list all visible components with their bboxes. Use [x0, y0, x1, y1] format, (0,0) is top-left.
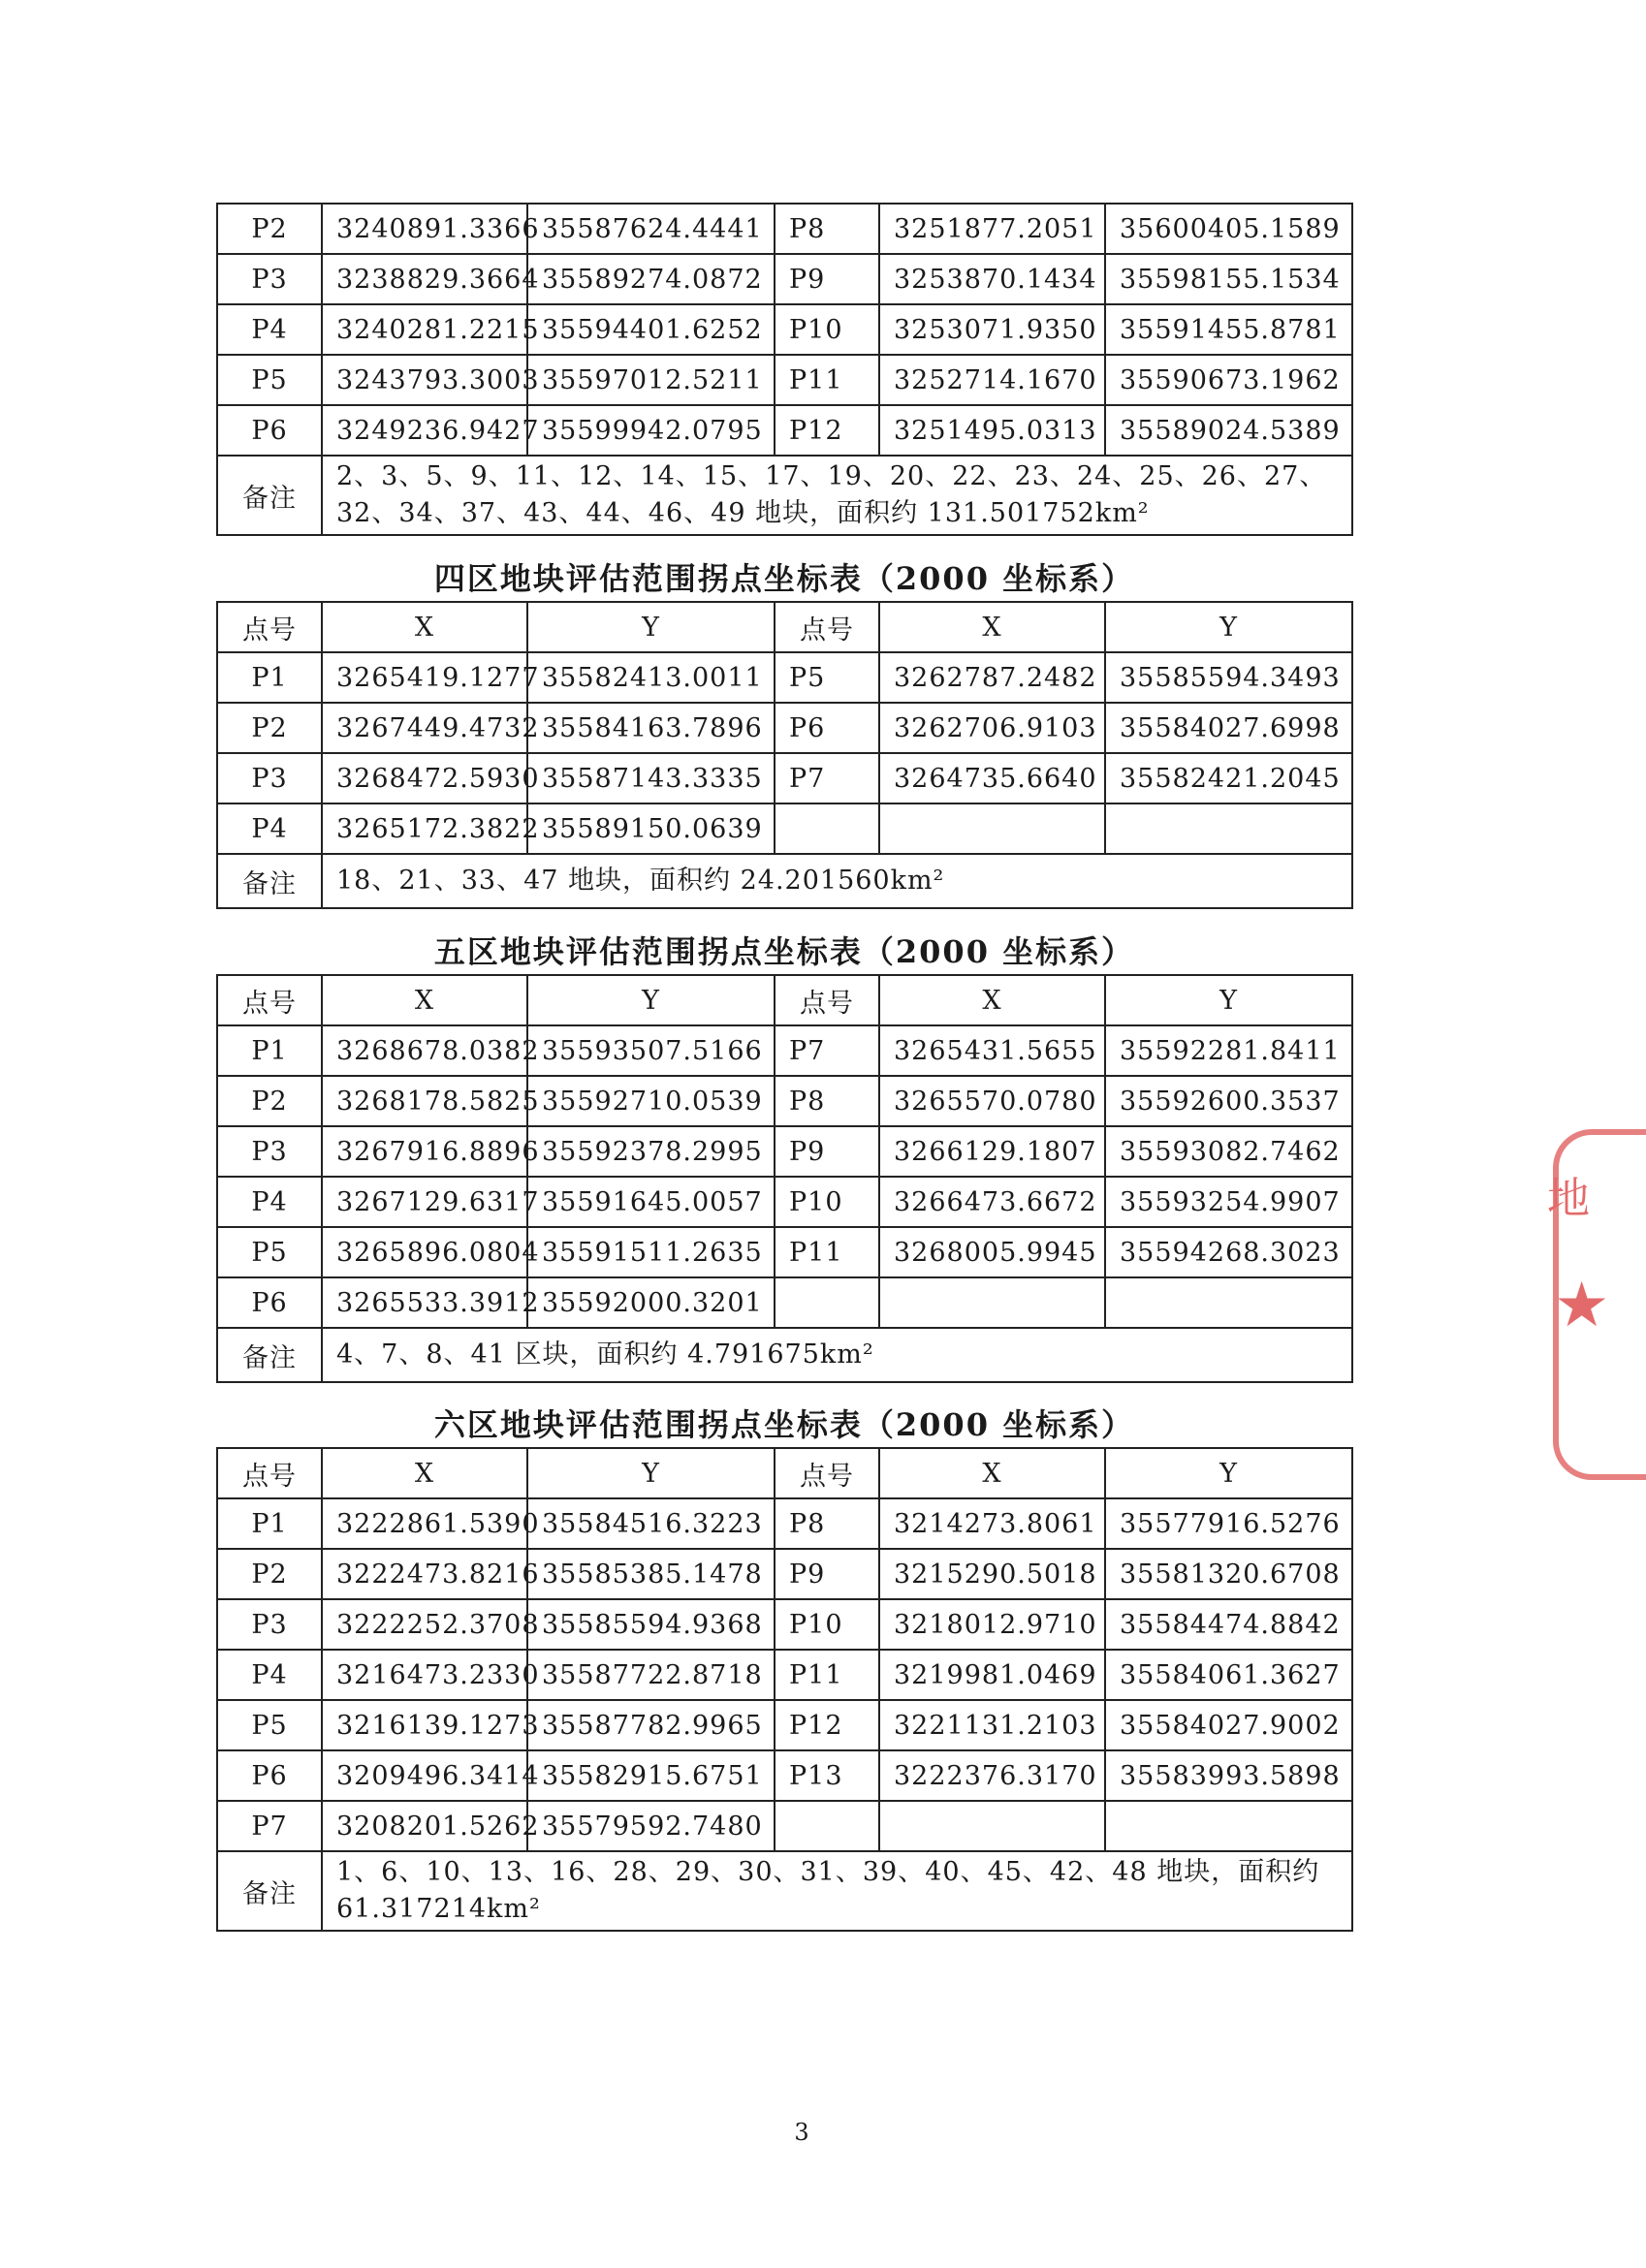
point-id-cell: P2 — [217, 1549, 322, 1599]
x-coordinate-cell: 3249236.9427 — [322, 405, 527, 456]
x-coordinate-cell: 3243793.3003 — [322, 355, 527, 405]
note-row — [217, 854, 1352, 908]
point-id-cell: P2 — [217, 703, 322, 753]
x-coordinate-cell: 3253870.1434 — [879, 254, 1105, 304]
y-coordinate-cell: 35581320.6708 — [1105, 1549, 1352, 1599]
x-coordinate-cell: 3267129.6317 — [322, 1177, 527, 1227]
point-id-cell: P9 — [775, 254, 879, 304]
column-header: 点号 — [217, 975, 322, 1025]
point-id-cell: P1 — [217, 652, 322, 703]
point-id-cell: P5 — [217, 1227, 322, 1277]
column-header: X — [322, 975, 527, 1025]
point-id-cell: P7 — [217, 1801, 322, 1851]
x-coordinate-cell: 3222252.3708 — [322, 1599, 527, 1650]
y-coordinate-cell: 35593254.9907 — [1105, 1177, 1352, 1227]
zone4-coordinate-table — [216, 601, 1353, 909]
point-id-cell: P10 — [775, 1177, 879, 1227]
point-id-cell: P7 — [775, 753, 879, 803]
point-id-cell: P3 — [217, 254, 322, 304]
column-header: 点号 — [217, 602, 322, 652]
point-id-cell: P1 — [217, 1025, 322, 1076]
x-coordinate-cell: 3238829.3664 — [322, 254, 527, 304]
table-row — [217, 355, 1352, 405]
column-header: 点号 — [775, 1448, 879, 1498]
y-coordinate-cell: 35591455.8781 — [1105, 304, 1352, 355]
x-coordinate-cell: 3222861.5390 — [322, 1498, 527, 1549]
y-coordinate-cell: 35585594.3493 — [1105, 652, 1352, 703]
note-text: 1、6、10、13、16、28、29、30、31、39、40、45、42、48 地块，面积约 61.317214km² — [322, 1851, 1352, 1931]
table-row — [217, 1650, 1352, 1700]
y-coordinate-cell: 35589274.0872 — [527, 254, 775, 304]
table-header-row — [217, 975, 1352, 1025]
point-id-cell: P5 — [217, 355, 322, 405]
column-header: Y — [527, 602, 775, 652]
page-number: 3 — [794, 2119, 809, 2146]
x-coordinate-cell: 3240281.2215 — [322, 304, 527, 355]
table-row — [217, 1801, 1352, 1851]
point-id-cell: P4 — [217, 1650, 322, 1700]
x-coordinate-cell: 3208201.5262 — [322, 1801, 527, 1851]
column-header: X — [879, 602, 1105, 652]
y-coordinate-cell: 35579592.7480 — [527, 1801, 775, 1851]
x-coordinate-cell: 3267916.8896 — [322, 1126, 527, 1177]
x-coordinate-cell: 3268472.5930 — [322, 753, 527, 803]
point-id-cell: P8 — [775, 1076, 879, 1126]
column-header: X — [879, 1448, 1105, 1498]
point-id-cell: P6 — [775, 703, 879, 753]
column-header: Y — [1105, 975, 1352, 1025]
y-coordinate-cell: 35597012.5211 — [527, 355, 775, 405]
point-id-cell: P6 — [217, 1750, 322, 1801]
point-id-cell: P12 — [775, 405, 879, 456]
x-coordinate-cell: 3265419.1277 — [322, 652, 527, 703]
zone4-table-caption: 四区地块评估范围拐点坐标表（2000 坐标系） — [433, 560, 1135, 597]
y-coordinate-cell — [1105, 803, 1352, 854]
y-coordinate-cell: 35593507.5166 — [527, 1025, 775, 1076]
y-coordinate-cell: 35589024.5389 — [1105, 405, 1352, 456]
y-coordinate-cell: 35593082.7462 — [1105, 1126, 1352, 1177]
y-coordinate-cell: 35585594.9368 — [527, 1599, 775, 1650]
y-coordinate-cell: 35582413.0011 — [527, 652, 775, 703]
y-coordinate-cell: 35592710.0539 — [527, 1076, 775, 1126]
table-row — [217, 1227, 1352, 1277]
y-coordinate-cell: 35600405.1589 — [1105, 204, 1352, 254]
point-id-cell: P13 — [775, 1750, 879, 1801]
x-coordinate-cell: 3222376.3170 — [879, 1750, 1105, 1801]
column-header: Y — [1105, 602, 1352, 652]
point-id-cell: P8 — [775, 204, 879, 254]
point-id-cell: P3 — [217, 753, 322, 803]
x-coordinate-cell: 3209496.3414 — [322, 1750, 527, 1801]
note-label: 备注 — [217, 1851, 322, 1931]
y-coordinate-cell: 35587722.8718 — [527, 1650, 775, 1700]
point-id-cell: P4 — [217, 304, 322, 355]
column-header: Y — [527, 975, 775, 1025]
note-label: 备注 — [217, 456, 322, 535]
x-coordinate-cell: 3219981.0469 — [879, 1650, 1105, 1700]
y-coordinate-cell: 35592000.3201 — [527, 1277, 775, 1328]
point-id-cell — [775, 1801, 879, 1851]
point-id-cell: P6 — [217, 405, 322, 456]
x-coordinate-cell: 3267449.4732 — [322, 703, 527, 753]
y-coordinate-cell: 35584516.3223 — [527, 1498, 775, 1549]
y-coordinate-cell: 35584163.7896 — [527, 703, 775, 753]
x-coordinate-cell: 3253071.9350 — [879, 304, 1105, 355]
table-row — [217, 1700, 1352, 1750]
table-row — [217, 1177, 1352, 1227]
x-coordinate-cell: 3268178.5825 — [322, 1076, 527, 1126]
table-row — [217, 652, 1352, 703]
x-coordinate-cell: 3265896.0804 — [322, 1227, 527, 1277]
point-id-cell: P9 — [775, 1126, 879, 1177]
y-coordinate-cell: 35591645.0057 — [527, 1177, 775, 1227]
y-coordinate-cell: 35584474.8842 — [1105, 1599, 1352, 1650]
point-id-cell: P2 — [217, 1076, 322, 1126]
table-row — [217, 1498, 1352, 1549]
y-coordinate-cell: 35587624.4441 — [527, 204, 775, 254]
y-coordinate-cell: 35598155.1534 — [1105, 254, 1352, 304]
y-coordinate-cell: 35582421.2045 — [1105, 753, 1352, 803]
x-coordinate-cell: 3264735.6640 — [879, 753, 1105, 803]
y-coordinate-cell — [1105, 1801, 1352, 1851]
table-row — [217, 1126, 1352, 1177]
zone6-coordinate-table — [216, 1447, 1353, 1932]
note-label: 备注 — [217, 854, 322, 908]
x-coordinate-cell: 3262706.9103 — [879, 703, 1105, 753]
zone3-coordinate-table — [216, 203, 1353, 536]
x-coordinate-cell — [879, 1801, 1105, 1851]
note-text: 2、3、5、9、11、12、14、15、17、19、20、22、23、24、25、26、27、32、34、37、43、44、46、49 地块，面积约 131.501752km² — [322, 456, 1352, 535]
column-header: X — [879, 975, 1105, 1025]
zone6-table-caption: 六区地块评估范围拐点坐标表（2000 坐标系） — [433, 1406, 1135, 1443]
note-text: 4、7、8、41 区块，面积约 4.791675km² — [322, 1328, 1352, 1382]
table-row — [217, 1549, 1352, 1599]
column-header: 点号 — [775, 602, 879, 652]
table-row — [217, 1277, 1352, 1328]
point-id-cell: P11 — [775, 1227, 879, 1277]
note-label: 备注 — [217, 1328, 322, 1382]
point-id-cell: P5 — [775, 652, 879, 703]
x-coordinate-cell: 3265533.3912 — [322, 1277, 527, 1328]
note-row — [217, 1328, 1352, 1382]
x-coordinate-cell: 3222473.8216 — [322, 1549, 527, 1599]
table-row — [217, 405, 1352, 456]
table-row — [217, 803, 1352, 854]
table-row — [217, 753, 1352, 803]
point-id-cell: P11 — [775, 1650, 879, 1700]
table-header-row — [217, 602, 1352, 652]
note-row — [217, 1851, 1352, 1931]
point-id-cell — [775, 803, 879, 854]
y-coordinate-cell: 35594401.6252 — [527, 304, 775, 355]
point-id-cell: P4 — [217, 1177, 322, 1227]
y-coordinate-cell: 35587782.9965 — [527, 1700, 775, 1750]
x-coordinate-cell: 3216473.2330 — [322, 1650, 527, 1700]
point-id-cell: P10 — [775, 304, 879, 355]
x-coordinate-cell — [879, 803, 1105, 854]
y-coordinate-cell: 35584027.6998 — [1105, 703, 1352, 753]
point-id-cell: P8 — [775, 1498, 879, 1549]
column-header: X — [322, 602, 527, 652]
note-row — [217, 456, 1352, 535]
x-coordinate-cell: 3266473.6672 — [879, 1177, 1105, 1227]
x-coordinate-cell: 3266129.1807 — [879, 1126, 1105, 1177]
zone5-table-caption: 五区地块评估范围拐点坐标表（2000 坐标系） — [433, 933, 1135, 970]
y-coordinate-cell: 35594268.3023 — [1105, 1227, 1352, 1277]
point-id-cell: P7 — [775, 1025, 879, 1076]
table-row — [217, 1025, 1352, 1076]
table-row — [217, 1076, 1352, 1126]
point-id-cell — [775, 1277, 879, 1328]
x-coordinate-cell: 3240891.3366 — [322, 204, 527, 254]
y-coordinate-cell: 35592378.2995 — [527, 1126, 775, 1177]
point-id-cell: P11 — [775, 355, 879, 405]
table-row — [217, 703, 1352, 753]
y-coordinate-cell: 35577916.5276 — [1105, 1498, 1352, 1549]
point-id-cell: P12 — [775, 1700, 879, 1750]
point-id-cell: P5 — [217, 1700, 322, 1750]
x-coordinate-cell: 3252714.1670 — [879, 355, 1105, 405]
y-coordinate-cell: 35599942.0795 — [527, 405, 775, 456]
point-id-cell: P3 — [217, 1126, 322, 1177]
column-header: X — [322, 1448, 527, 1498]
x-coordinate-cell: 3268005.9945 — [879, 1227, 1105, 1277]
point-id-cell: P10 — [775, 1599, 879, 1650]
point-id-cell: P1 — [217, 1498, 322, 1549]
point-id-cell: P4 — [217, 803, 322, 854]
table-header-row — [217, 1448, 1352, 1498]
x-coordinate-cell: 3251495.0313 — [879, 405, 1105, 456]
column-header: 点号 — [217, 1448, 322, 1498]
x-coordinate-cell: 3251877.2051 — [879, 204, 1105, 254]
y-coordinate-cell: 35587143.3335 — [527, 753, 775, 803]
y-coordinate-cell: 35584027.9002 — [1105, 1700, 1352, 1750]
y-coordinate-cell: 35585385.1478 — [527, 1549, 775, 1599]
x-coordinate-cell: 3265570.0780 — [879, 1076, 1105, 1126]
point-id-cell: P9 — [775, 1549, 879, 1599]
seal-character: 地 — [1547, 1174, 1590, 1223]
y-coordinate-cell: 35584061.3627 — [1105, 1650, 1352, 1700]
x-coordinate-cell: 3215290.5018 — [879, 1549, 1105, 1599]
x-coordinate-cell: 3216139.1273 — [322, 1700, 527, 1750]
column-header: Y — [527, 1448, 775, 1498]
y-coordinate-cell: 35592281.8411 — [1105, 1025, 1352, 1076]
x-coordinate-cell — [879, 1277, 1105, 1328]
seal-star-icon: ★ — [1554, 1270, 1610, 1341]
table-row — [217, 254, 1352, 304]
y-coordinate-cell — [1105, 1277, 1352, 1328]
x-coordinate-cell: 3218012.9710 — [879, 1599, 1105, 1650]
table-row — [217, 204, 1352, 254]
y-coordinate-cell: 35582915.6751 — [527, 1750, 775, 1801]
point-id-cell: P3 — [217, 1599, 322, 1650]
y-coordinate-cell: 35589150.0639 — [527, 803, 775, 854]
y-coordinate-cell: 35591511.2635 — [527, 1227, 775, 1277]
table-row — [217, 1750, 1352, 1801]
x-coordinate-cell: 3268678.0382 — [322, 1025, 527, 1076]
zone5-coordinate-table — [216, 974, 1353, 1383]
column-header: Y — [1105, 1448, 1352, 1498]
note-text: 18、21、33、47 地块，面积约 24.201560km² — [322, 854, 1352, 908]
y-coordinate-cell: 35592600.3537 — [1105, 1076, 1352, 1126]
x-coordinate-cell: 3265431.5655 — [879, 1025, 1105, 1076]
y-coordinate-cell: 35583993.5898 — [1105, 1750, 1352, 1801]
point-id-cell: P2 — [217, 204, 322, 254]
column-header: 点号 — [775, 975, 879, 1025]
x-coordinate-cell: 3214273.8061 — [879, 1498, 1105, 1549]
table-row — [217, 1599, 1352, 1650]
point-id-cell: P6 — [217, 1277, 322, 1328]
x-coordinate-cell: 3262787.2482 — [879, 652, 1105, 703]
table-row — [217, 304, 1352, 355]
x-coordinate-cell: 3221131.2103 — [879, 1700, 1105, 1750]
y-coordinate-cell: 35590673.1962 — [1105, 355, 1352, 405]
x-coordinate-cell: 3265172.3822 — [322, 803, 527, 854]
